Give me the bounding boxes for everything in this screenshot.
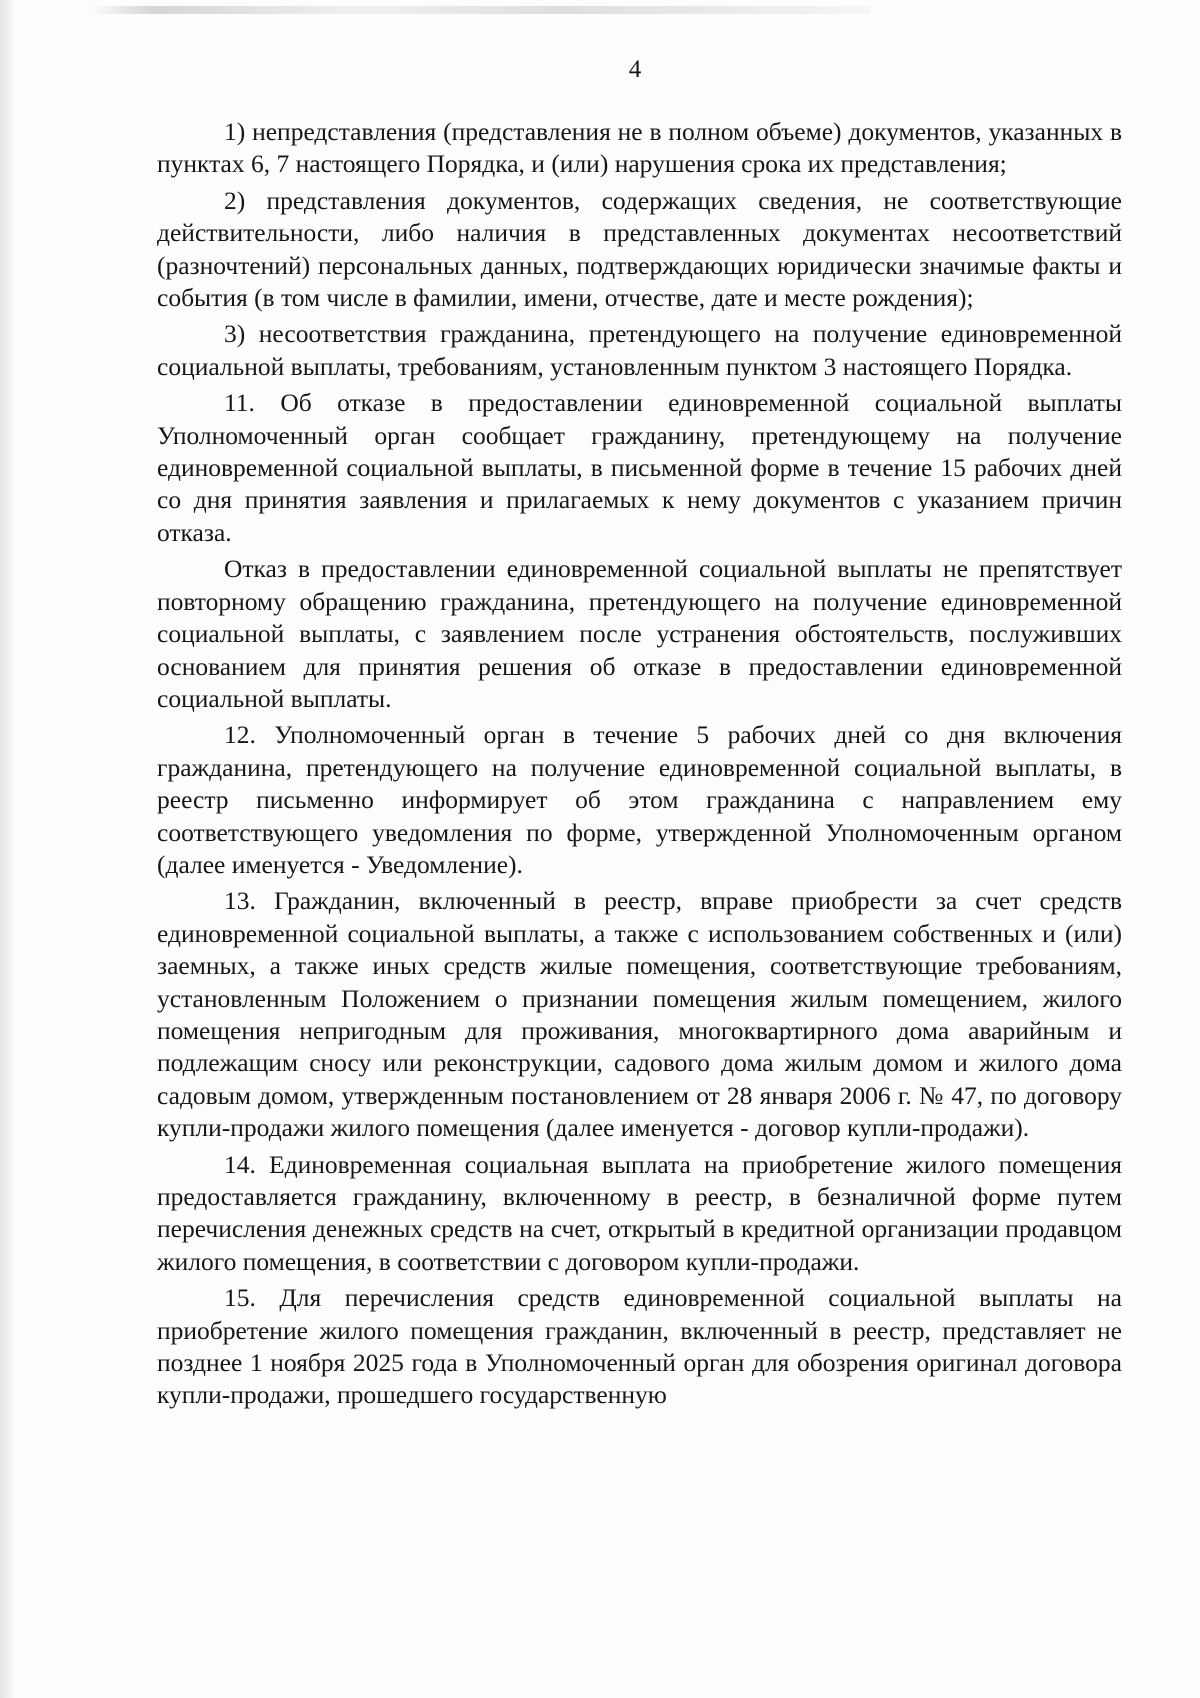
paragraph-clause-14: 14. Единовременная социальная выплата на приобретение жилого помещения предоставляется гражданину, включенному в реестр, в безналичной форме путем перечисления денежных средств на счет, открытый в кредитной организации продавцом жилого помещения, в соответствии с договором купли-продажи. (157, 1149, 1122, 1276)
paragraph-clause-13: 13. Гражданин, включенный в реестр, вправе приобрести за счет средств единовременной социальной выплаты, а также с использованием собственных и (или) заемных, а также иных средств жилые помещения, соответствующие требованиям, установленным Положением о признании помещения жилым помещением, жилого помещения непригодным для проживания, многоквартирного дома аварийным и подлежащим сносу или реконструкции, садового дома жилым домом и жилого дома садовым домом, утвержденным постановлением от 28 января 2006 г. № 47, по договору купли-продажи жилого помещения (далее именуется - договор купли-продажи). (157, 886, 1122, 1143)
paragraph-item-3: 3) несоответствия гражданина, претендующего на получение единовременной социальной выплаты, требованиям, установленным пунктом 3 настоящего Порядка. (157, 319, 1122, 381)
paragraph-item-2: 2) представления документов, содержащих сведения, не соответствующие действительности, либо наличия в представленных документах несоответствий (разночтений) персональных данных, подтверждающих юридически значимые факты и события (в том числе в фамилии, имени, отчестве, дате и месте рождения); (157, 185, 1122, 313)
paragraph-clause-11-refusal: Отказ в предоставлении единовременной социальной выплаты не препятствует повторному обращению гражданина, претендующего на получение единовременной социальной выплаты, с заявлением после устранения обстоятельств, послуживших основанием для принятия решения об отказе в предоставлении единовременной социальной выплаты. (157, 554, 1122, 713)
scan-edge-top (90, 6, 870, 14)
page-number: 4 (628, 56, 642, 83)
paragraph-clause-15: 15. Для перечисления средств единовременной социальной выплаты на приобретение жилого помещения гражданин, включенный в реестр, представляет не позднее 1 ноября 2025 года в Уполномоченный орган для обозрения оригинал договора купли-продажи, прошедшего государственную (157, 1283, 1122, 1410)
document-body (157, 116, 1122, 1412)
paragraph-clause-11: 11. Об отказе в предоставлении единовременной социальной выплаты Уполномоченный орган сообщает гражданину, претендующему на получение единовременной социальной выплаты, в письменной форме в течение 15 рабочих дней со дня принятия заявления и прилагаемых к нему документов с указанием причин отказа. (157, 388, 1122, 547)
paragraph-clause-12: 12. Уполномоченный орган в течение 5 рабочих дней со дня включения гражданина, претендующего на получение единовременной социальной выплаты, в реестр письменно информирует об этом гражданина с направлением ему соответствующего уведомления по форме, утвержденной Уполномоченным органом (далее именуется - Уведомление). (157, 720, 1122, 879)
paragraph-item-1: 1) непредставления (представления не в полном объеме) документов, указанных в пунктах 6, 7 настоящего Порядка, и (или) нарушения срока их представления; (157, 117, 1122, 179)
scan-edge-left (0, 0, 14, 1698)
